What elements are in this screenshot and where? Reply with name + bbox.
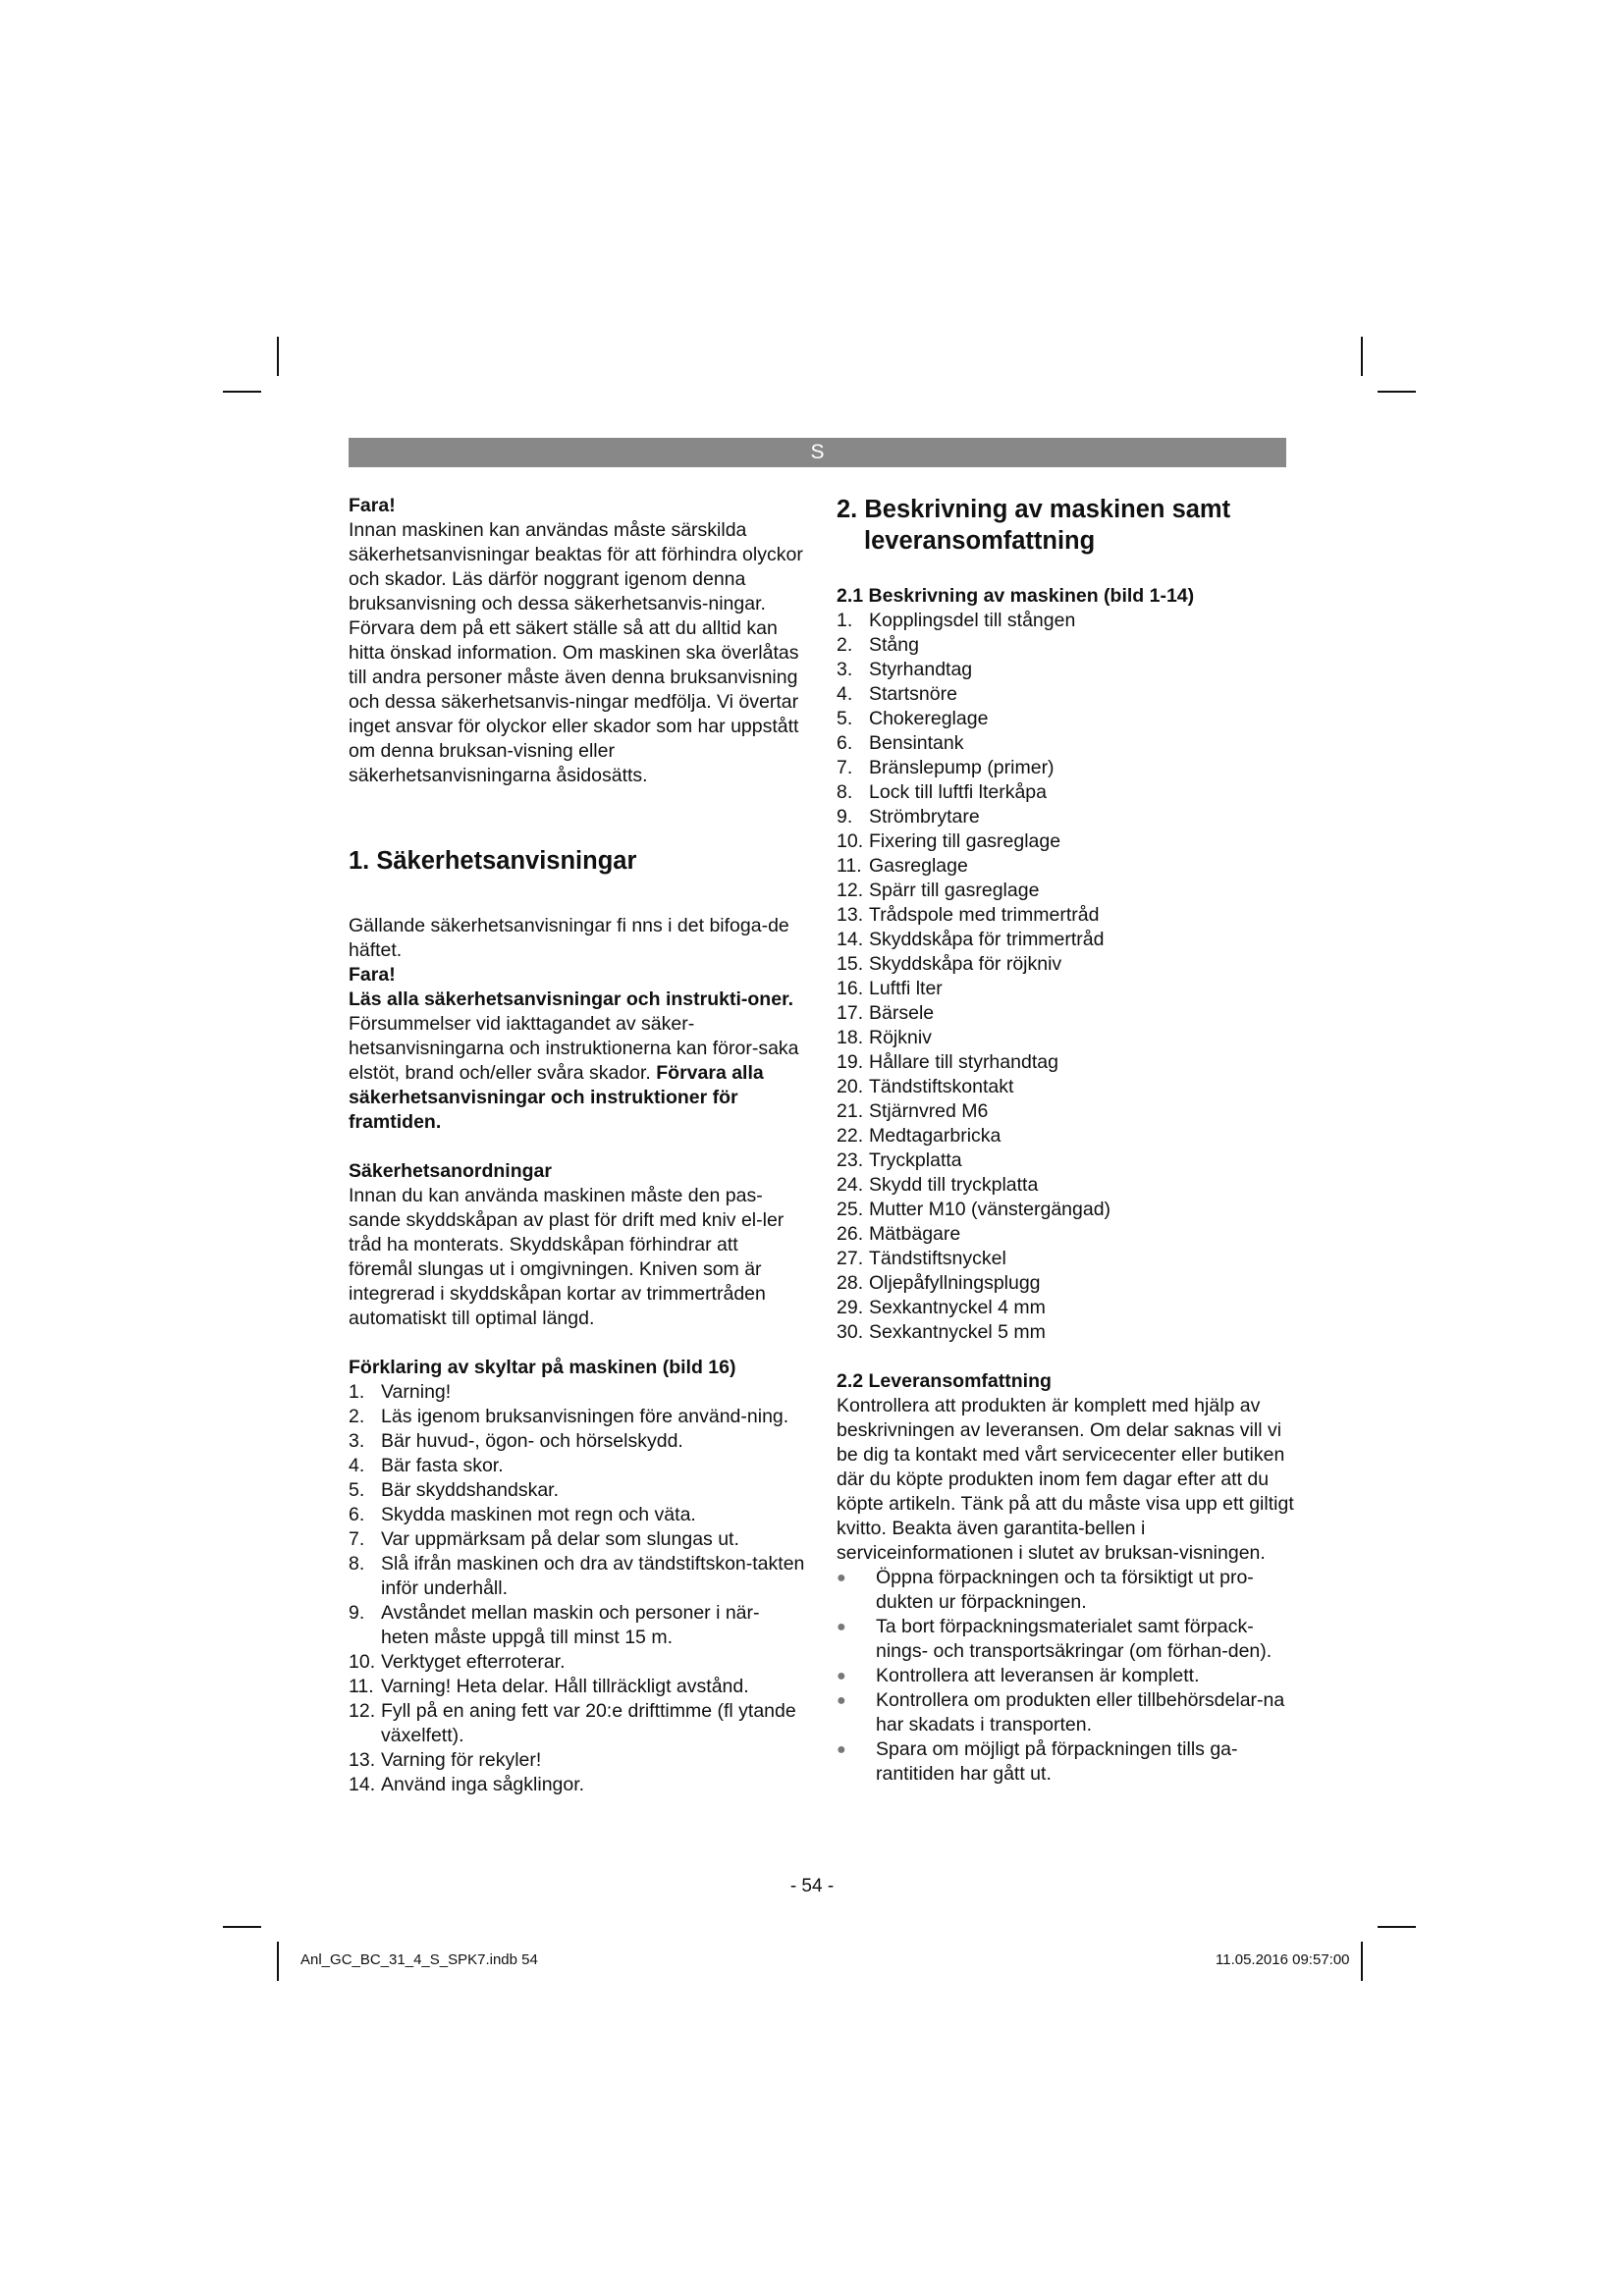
language-code: S [810,441,825,463]
list-item: 18. Röjkniv [837,1027,932,1048]
list-item: 10. Fixering till gasreglage [837,830,1061,852]
safety-devices-heading: Säkerhetsanordningar [349,1160,552,1182]
crop-mark [223,1926,261,1928]
safety-devices-paragraph: Innan du kan använda maskinen måste den pas-sande skyddskåpan av plast för drift med kniv el-ler tråd ha monterats. Skyddskåpan förhindrar att föremål slungas ut i omgivningen. Kniven som är integrerad i skyddskåpan kortar av trimmertråden automatiskt till optimal längd. [349,1185,785,1329]
list-item: ● Ta bort förpackningsmaterialet samt förpack-nings- och transportsäkringar (om förhan-den). [837,1616,1272,1662]
crop-mark [1361,337,1363,376]
list-item: 14. Skyddskåpa för trimmertråd [837,929,1105,950]
list-item: 9. Strömbrytare [837,806,980,828]
list-item: 15. Skyddskåpa för röjkniv [837,953,1062,975]
list-item: 4. Bär fasta skor. [349,1455,504,1476]
section-2-1-heading: 2.1 Beskrivning av maskinen (bild 1-14) [837,585,1195,607]
list-item: 4. Startsnöre [837,683,957,705]
list-item: 8. Lock till luftfi lterkåpa [837,781,1047,803]
left-column [349,494,805,1797]
list-item: 11. Varning! Heta delar. Håll tillräckligt avstånd. [349,1676,749,1697]
parts-list [837,609,1298,1345]
list-item: 12. Fyll på en aning fett var 20:e drifttimme (fl ytande växelfett). [349,1700,796,1746]
list-item: 11. Gasreglage [837,855,968,877]
bullet-icon: ● [837,1692,846,1709]
crop-mark [1378,391,1416,393]
list-item: 19. Hållare till styrhandtag [837,1051,1058,1073]
list-item: 13. Trådspole med trimmertråd [837,904,1100,926]
section-1-heading: 1. Säkerhetsanvisningar [349,847,637,875]
list-item: 14. Använd inga sågklingor. [349,1774,585,1795]
list-item: ● Kontrollera om produkten eller tillbehörsdelar-na har skadats i transporten. [837,1689,1285,1735]
list-item: ● Öppna förpackningen och ta försiktigt ut pro-dukten ur förpackningen. [837,1567,1254,1613]
list-item: 2. Läs igenom bruksanvisningen före använd-ning. [349,1406,789,1427]
section-1-intro: Gällande säkerhetsanvisningar fi nns i det bifoga-de häftet. [349,915,789,961]
section-2-2-heading: 2.2 Leveransomfattning [837,1370,1052,1392]
section-2-heading: 2. Beskrivning av maskinen samt leveransomfattning [837,496,1231,555]
bullet-icon: ● [837,1619,846,1635]
footer-file-name: Anl_GC_BC_31_4_S_SPK7.indb 54 [300,1951,538,1968]
list-item: 2. Stång [837,634,919,656]
list-item: 5. Bär skyddshandskar. [349,1479,560,1501]
list-item: 13. Varning för rekyler! [349,1749,542,1771]
list-item: 25. Mutter M10 (vänstergängad) [837,1199,1111,1220]
signs-heading: Förklaring av skyltar på maskinen (bild 16) [349,1357,736,1378]
warning-paragraph [349,988,805,1135]
list-item: 17. Bärsele [837,1002,935,1024]
list-item: 3. Bär huvud-, ögon- och hörselskydd. [349,1430,683,1452]
list-item: 9. Avståndet mellan maskin och personer i när-heten måste uppgå till minst 15 m. [349,1602,760,1648]
bullet-icon: ● [837,1741,846,1758]
list-item: 20. Tändstiftskontakt [837,1076,1014,1097]
bullet-icon: ● [837,1570,846,1586]
list-item: 1. Varning! [349,1381,452,1403]
danger-heading: Fara! [349,495,396,516]
list-item: 1. Kopplingsdel till stången [837,610,1076,631]
footer-timestamp: 11.05.2016 09:57:00 [1216,1951,1350,1968]
list-item: 10. Verktyget efterroterar. [349,1651,566,1673]
list-item: 26. Mätbägare [837,1223,961,1245]
list-item: 12. Spärr till gasreglage [837,880,1040,901]
crop-mark [277,337,279,376]
right-column [837,494,1298,1787]
list-item: 6. Skydda maskinen mot regn och väta. [349,1504,696,1525]
list-item: 30. Sexkantnyckel 5 mm [837,1321,1046,1343]
list-item: 7. Var uppmärksam på delar som slungas ut. [349,1528,739,1550]
crop-mark [1361,1942,1363,1981]
list-item: 21. Stjärnvred M6 [837,1100,989,1122]
list-item: 28. Oljepåfyllningsplugg [837,1272,1041,1294]
list-item: 6. Bensintank [837,732,964,754]
signs-list [349,1380,805,1797]
crop-mark [277,1942,279,1981]
list-item: 5. Chokereglage [837,708,989,729]
list-item: 27. Tändstiftsnyckel [837,1248,1006,1269]
crop-mark [223,391,261,393]
list-item: 23. Tryckplatta [837,1149,962,1171]
list-item: 24. Skydd till tryckplatta [837,1174,1039,1196]
list-item: 3. Styrhandtag [837,659,973,680]
list-item: 16. Luftfi lter [837,978,943,999]
delivery-paragraph: Kontrollera att produkten är komplett med hjälp av beskrivningen av leveransen. Om delar saknas vill vi be dig ta kontakt med vårt servicecenter eller butiken där du köpte produkten inom fem dagar efter att du köpte artikeln. Tänk på att du måste visa upp ett giltigt kvitto. Beakta även garantita-bellen i serviceinformationen i slutet av bruksan-visningen. [837,1395,1294,1564]
page-number: - 54 - [789,1876,835,1896]
list-item: ● Kontrollera att leveransen är komplett. [837,1665,1200,1686]
section-1-danger: Fara! [349,964,396,986]
list-item: 22. Medtagarbricka [837,1125,1001,1147]
bullet-icon: ● [837,1668,846,1684]
warning-bold-tail: Förvara alla säkerhetsanvisningar och instruktioner för framtiden. [349,1062,764,1133]
list-item: 8. Slå ifrån maskinen och dra av tändstiftskon-takten inför underhåll. [349,1553,805,1599]
warning-text: Försummelser vid iakttagandet av säker-hetsanvisningarna och instruktionerna kan föror-saka elstöt, brand och/eller svåra skador. [349,1013,799,1084]
danger-paragraph: Innan maskinen kan användas måste särskilda säkerhetsanvisningar beaktas för att förhindra olyckor och skador. Läs därför noggrant igenom denna bruksanvisning och dessa säkerhetsanvis-ningar. Förvara dem på ett säkert ställe så att du alltid kan hitta önskad information. Om maskinen ska överlåtas till andra personer måste även denna bruksanvisning och dessa säkerhetsanvis-ningar medfölja. Vi övertar inget ansvar för olyckor eller skador som har uppstått om denna bruksan-visning eller säkerhetsanvisningarna åsidosätts. [349,519,803,786]
warning-bold-lead: Läs alla säkerhetsanvisningar och instrukti-oner. [349,988,793,1010]
list-item: 29. Sexkantnyckel 4 mm [837,1297,1046,1318]
crop-mark [1378,1926,1416,1928]
language-header-bar [349,438,1286,467]
delivery-steps-list [837,1566,1298,1787]
list-item: ● Spara om möjligt på förpackningen tills ga-rantitiden har gått ut. [837,1738,1238,1785]
list-item: 7. Bränslepump (primer) [837,757,1055,778]
